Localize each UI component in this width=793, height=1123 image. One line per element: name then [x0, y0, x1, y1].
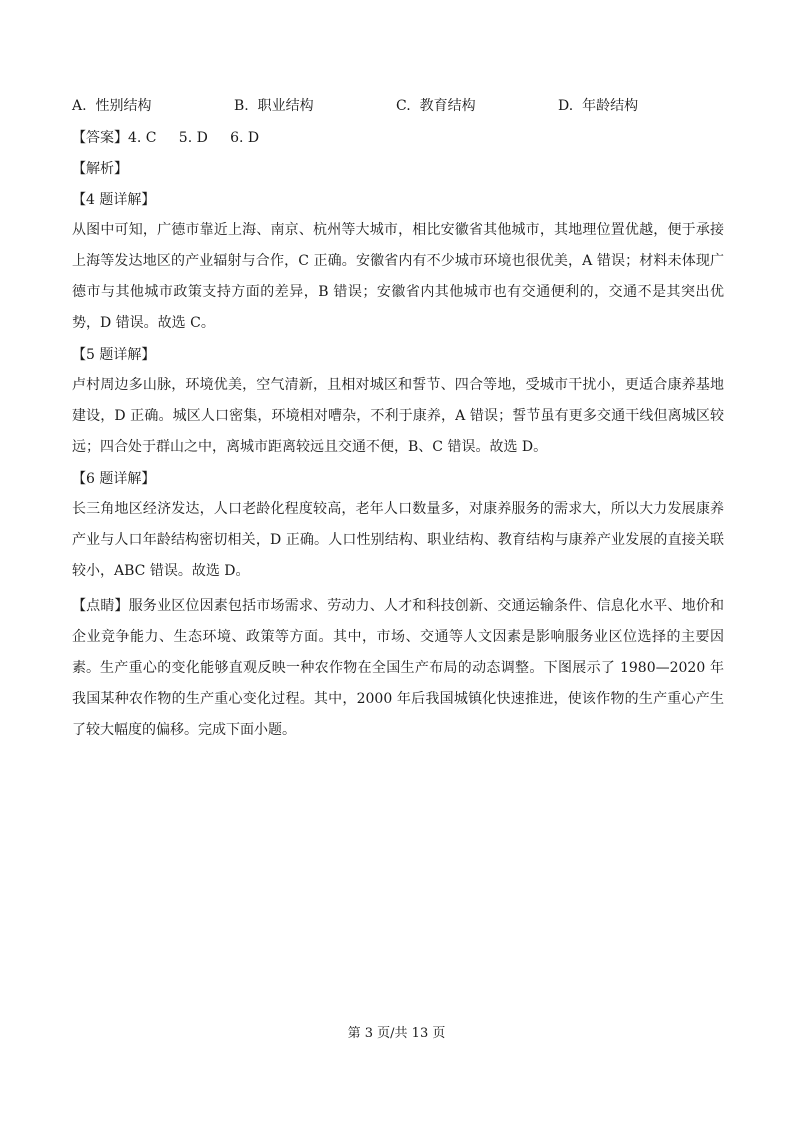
answer-label: 【答案】 — [72, 130, 128, 146]
option-text: 职业结构 — [257, 98, 314, 114]
option-letter: D. — [558, 98, 574, 114]
analysis-label: 【解析】 — [72, 161, 128, 177]
option-b — [234, 96, 314, 116]
option-letter: C. — [396, 98, 411, 114]
option-text: 教育结构 — [419, 98, 476, 114]
intro-paragraph: 生产重心的变化能够直观反映一种农作物在全国生产布局的动态调整。下图展示了 1980—2020 年我国某种农作物的生产重心变化过程。其中，2000 年后我国城镇化快速推进，使该作物的生产重心产生了较大幅度的偏移。完成下面小题。 — [72, 660, 724, 738]
q5-heading: 【5 题详解】 — [72, 347, 156, 363]
q6-heading: 【6 题详解】 — [72, 471, 156, 487]
option-c — [396, 96, 476, 116]
tip-label: 【点睛】 — [72, 598, 129, 614]
answer-item: 4. C — [128, 130, 157, 146]
answer-item: 5. D — [178, 130, 208, 146]
page-number-footer: 第 3 页/共 13 页 — [347, 1026, 446, 1041]
option-letter: B. — [234, 98, 249, 114]
q4-heading: 【4 题详解】 — [72, 192, 156, 208]
answer-options — [72, 96, 732, 116]
option-d — [558, 96, 638, 116]
q4-body: 从图中可知，广德市靠近上海、南京、杭州等大城市，相比安徽省其他城市，其地理位置优越，便于承接上海等发达地区的产业辐射与合作，C 正确。安徽省内有不少城市环境也很优美，A 错误；材料未体现广德市与其他城市政策支持方面的差异，B 错误；安徽省内其他城市也有交通便利的，交通不是其突出优势，D 错误。故选 C。 — [72, 222, 724, 331]
q5-body: 卢村周边多山脉，环境优美，空气清新，且相对城区和誓节、四合等地，受城市干扰小，更适合康养基地建设，D 正确。城区人口密集，环境相对嘈杂，不利于康养，A 错误；誓节虽有更多交通干线但离城区较远；四合处于群山之中，离城市距离较远且交通不便，B、C 错误。故选 D。 — [72, 377, 724, 455]
option-letter: A. — [72, 98, 87, 114]
option-a — [72, 96, 151, 116]
option-text: 性别结构 — [95, 98, 152, 114]
tip-body: 服务业区位因素包括市场需求、劳动力、人才和科技创新、交通运输条件、信息化水平、地价和企业竞争能力、生态环境、政策等方面。其中，市场、交通等人文因素是影响服务业区位选择的主要因素。 — [72, 598, 725, 676]
answer-item: 6. D — [230, 130, 260, 146]
option-text: 年龄结构 — [582, 98, 639, 114]
answer-line — [72, 128, 732, 148]
q6-body: 长三角地区经济发达，人口老龄化程度较高，老年人口数量多，对康养服务的需求大，所以大力发展康养产业与人口年龄结构密切相关，D 正确。人口性别结构、职业结构、教育结构与康养产业发展的直接关联较小，ABC 错误。故选 D。 — [72, 501, 724, 579]
